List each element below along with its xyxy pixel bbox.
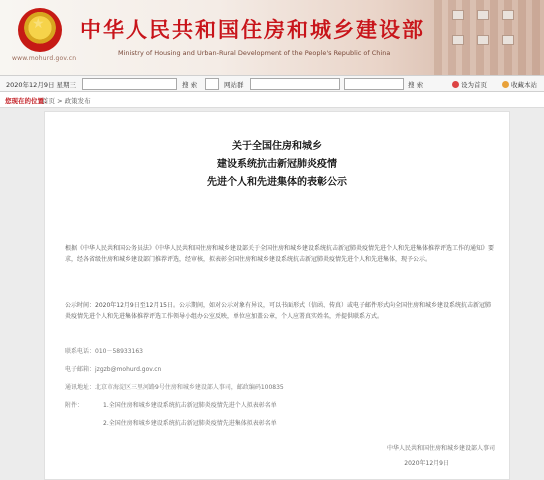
keyword-input[interactable] [344, 78, 404, 90]
contact-address: 通讯地址：北京市海淀区三里河路9号住房和城乡建设部人事司，邮政编码100835 [65, 384, 284, 391]
star-icon [502, 81, 509, 88]
site-title[interactable]: 中华人民共和国住房和城乡建设部 [80, 17, 425, 42]
building-window [452, 35, 464, 45]
contact-phone: 联系电话：010－58933163 [65, 348, 143, 355]
article-title-line: 关于全国住房和城乡 [232, 141, 322, 152]
favorite-label: 收藏本站 [511, 81, 537, 89]
building-photo [434, 0, 544, 75]
site-title-english: Ministry of Housing and Urban-Rural Development of the People's Republic of China [118, 49, 391, 57]
building-window [477, 10, 489, 20]
home-icon [452, 81, 459, 88]
homepage-link[interactable] [452, 80, 487, 89]
article-paragraph: 公示时间：2020年12月9日至12月15日。公示期间，如对公示对象有异议，可以书面形式（信函、传真）或电子邮件形式向全国住房和城乡建设系统抗击新冠肺炎疫情先进个人和先进集体推荐评选工作领导小组办公室反映，单位应加盖公章，个人应署真实姓名，并提供联系方式。 [65, 302, 491, 320]
article-title [45, 138, 509, 192]
building-window [502, 10, 514, 20]
search-input[interactable] [82, 78, 177, 90]
article-paragraph: 根据《中华人民共和国公务员法》《中华人民共和国住房和城乡建设部关于全国住房和城乡建设系统抗击新冠肺炎疫情先进个人和先进集体推荐评选工作的通知》要求，经各省级住房和城乡建设部门推荐评选，经审核，拟表彰全国住房和城乡建设系统抗击新冠肺炎疫情先进个人和先进集体，现予公示。 [65, 245, 495, 263]
homepage-label: 设为首页 [461, 81, 487, 89]
search-scope-select[interactable] [205, 78, 219, 90]
favorite-link[interactable] [502, 80, 537, 89]
breadcrumb [0, 92, 544, 108]
contact-email[interactable]: 电子邮箱：jzgzb@mohurd.gov.cn [65, 366, 162, 373]
signature: 中华人民共和国住房和城乡建设部人事司 [386, 445, 495, 452]
site-group-label: 网站群 [224, 81, 244, 89]
search-button-2[interactable]: 搜 索 [408, 81, 424, 89]
breadcrumb-path[interactable]: 首页 > 政策发布 [42, 97, 91, 105]
top-toolbar [0, 75, 544, 92]
building-window [452, 10, 464, 20]
attachments-label: 附件： [65, 402, 84, 409]
article-title-line: 先进个人和先进集体的表彰公示 [207, 177, 347, 188]
site-header-banner [0, 0, 544, 75]
current-date: 2020年12月9日 星期三 [6, 81, 77, 89]
building-window [477, 35, 489, 45]
article-panel [44, 111, 510, 480]
breadcrumb-label: 您现在的位置： [5, 97, 51, 105]
site-url: www.mohurd.gov.cn [12, 55, 77, 62]
attachment-link-2[interactable]: 2.全国住房和城乡建设系统抗击新冠肺炎疫情先进集体拟表彰名单 [103, 420, 277, 427]
site-group-input[interactable] [250, 78, 340, 90]
national-emblem-icon[interactable]: ★ [18, 8, 62, 52]
article-title-line: 建设系统抗击新冠肺炎疫情 [217, 159, 337, 170]
attachment-link-1[interactable]: 1.全国住房和城乡建设系统抗击新冠肺炎疫情先进个人拟表彰名单 [103, 402, 277, 409]
building-window [502, 35, 514, 45]
signature-date: 2020年12月9日 [404, 460, 449, 467]
search-button[interactable]: 搜 索 [182, 81, 198, 89]
